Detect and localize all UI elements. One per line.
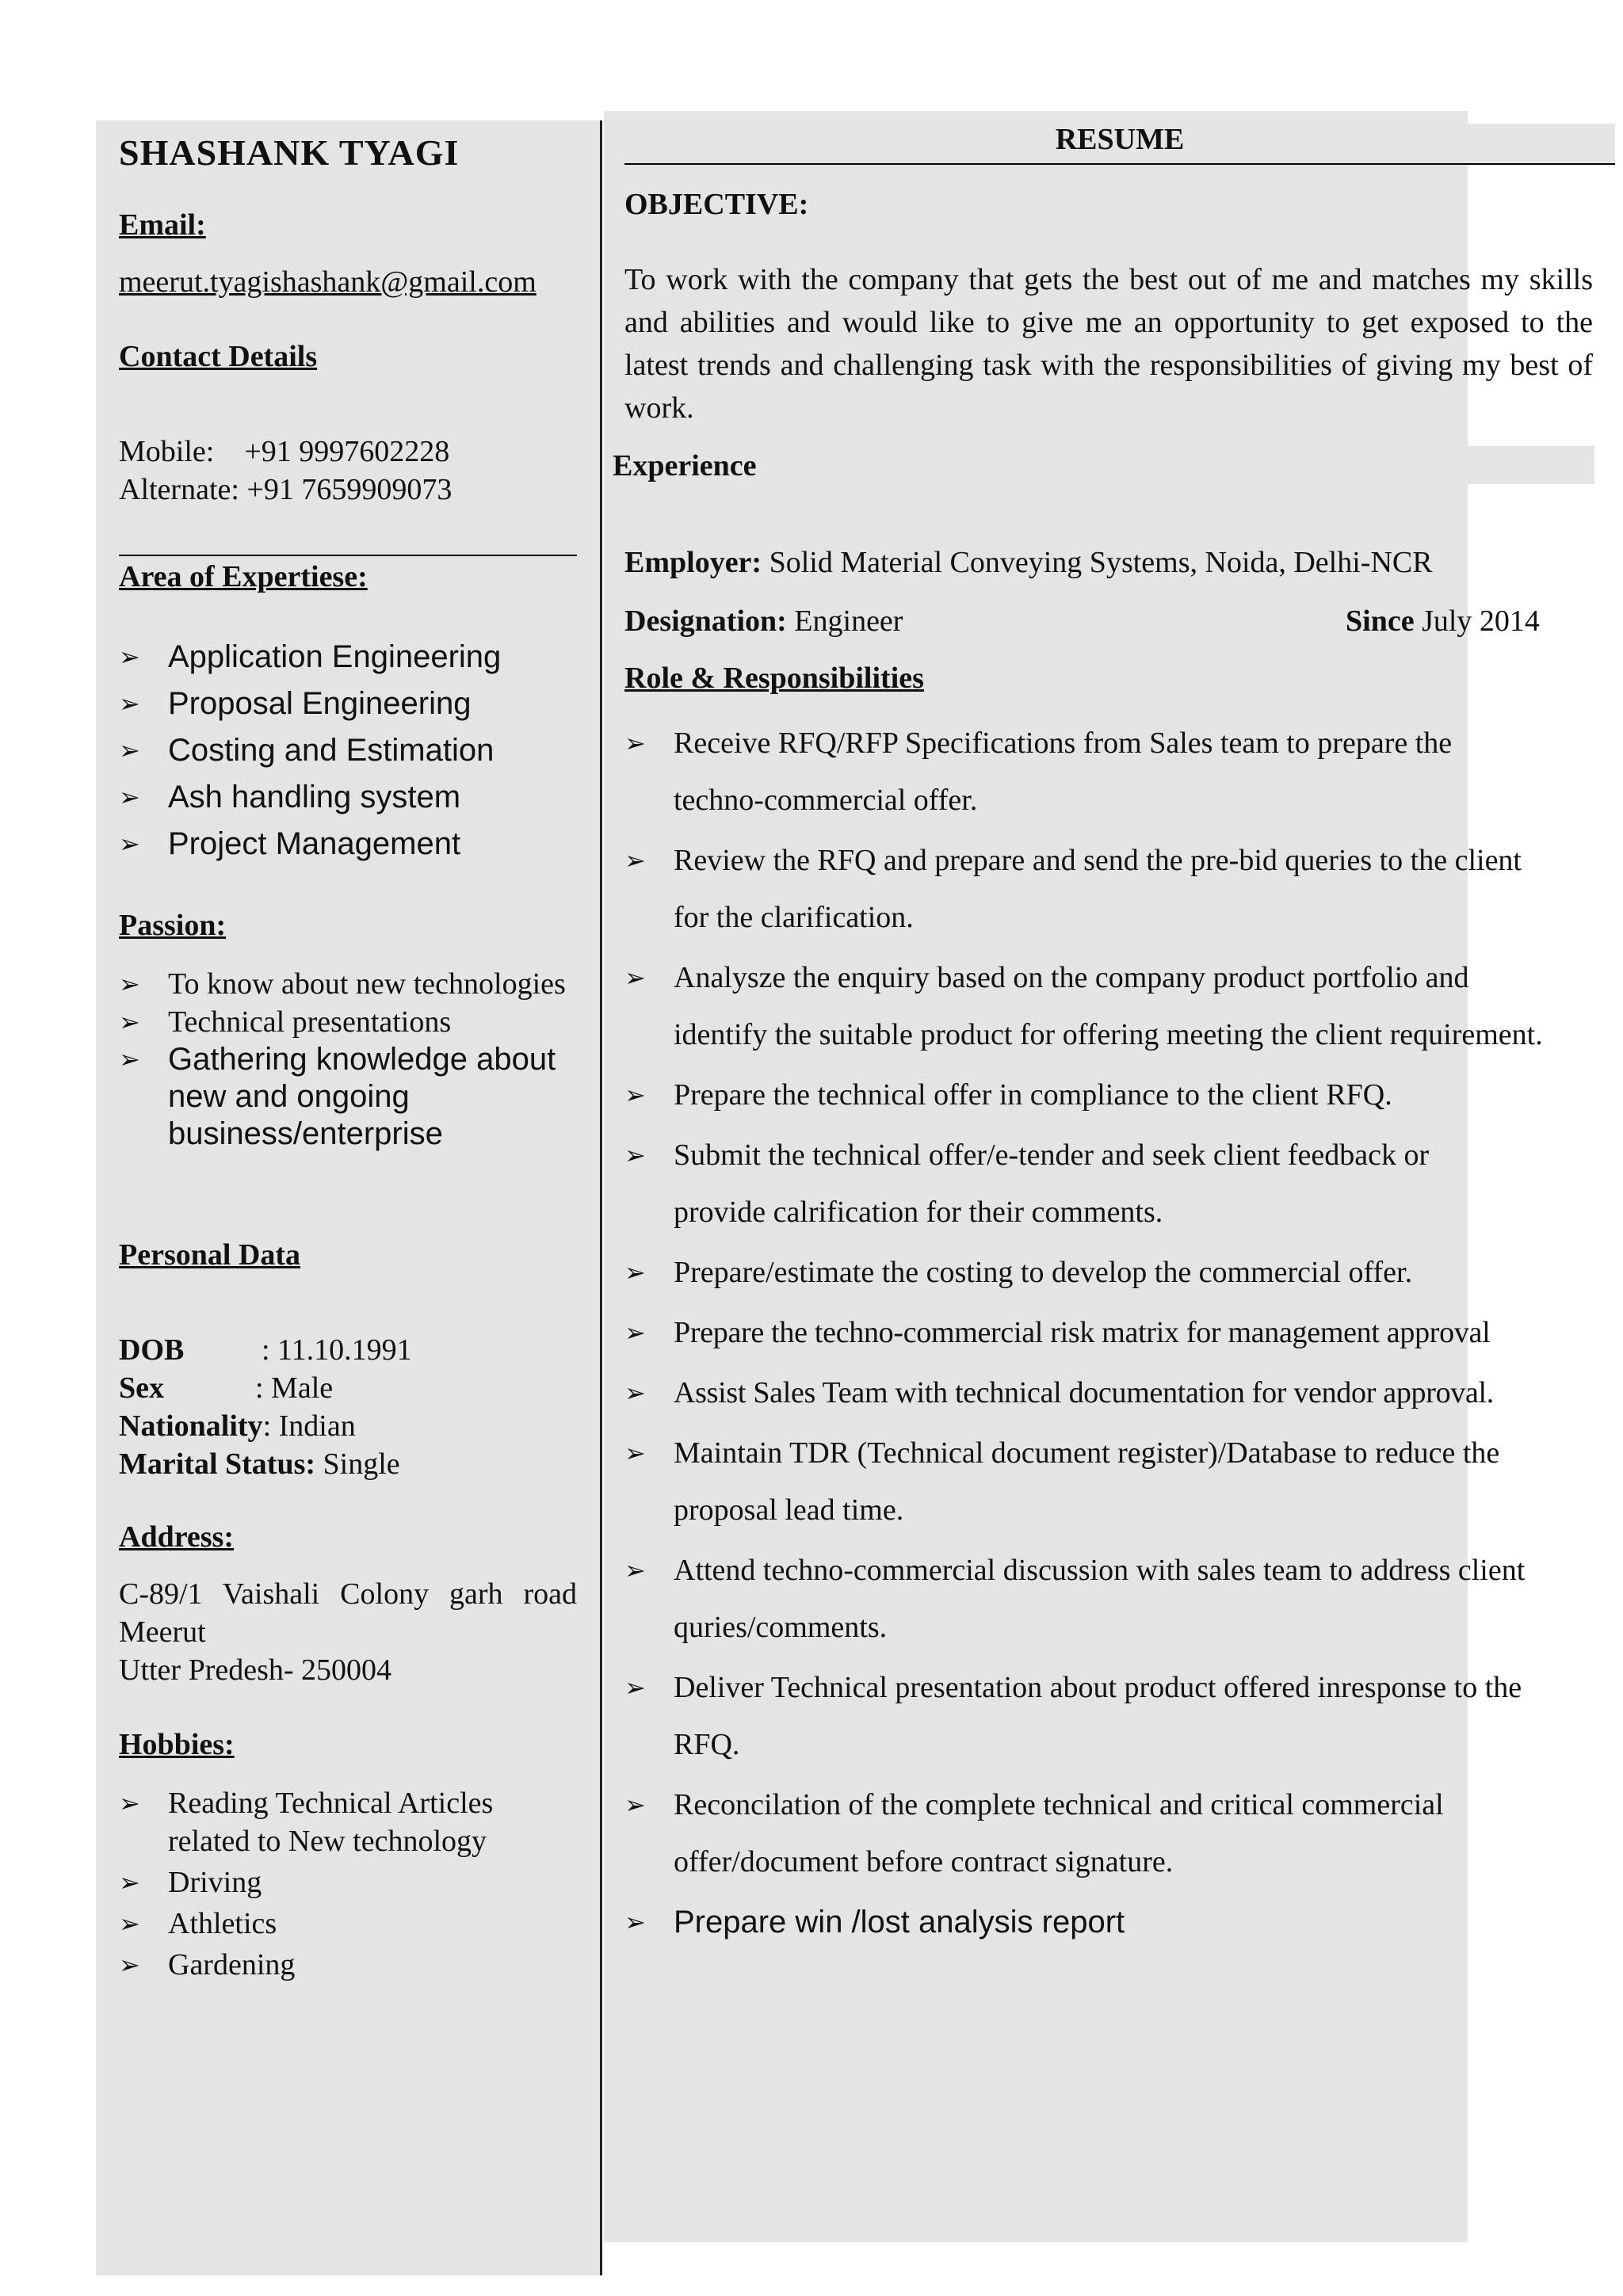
list-item: ➢ Ash handling system — [119, 774, 579, 821]
experience-heading: Experience — [613, 449, 757, 482]
employer-value: Solid Material Conveying Systems, Noida, Delhi-NCR — [762, 546, 1433, 579]
role-heading: Role & Responsibilities — [624, 662, 924, 695]
designation-label: Designation: — [624, 605, 787, 638]
hobbies-list — [119, 1784, 563, 1984]
list-item: ➢ Athletics — [119, 1905, 563, 1943]
address-heading: Address: — [119, 1520, 234, 1554]
list-item: ➢ Deliver Technical presentation about product offered inresponse to the RFQ. — [624, 1659, 1593, 1773]
list-item: ➢ Prepare/estimate the costing to develop the commercial offer. — [624, 1244, 1593, 1301]
column-divider — [600, 120, 602, 2275]
address-line: Meerut — [119, 1615, 206, 1649]
list-item: ➢ Assist Sales Team with technical documentation for vendor approval. — [624, 1364, 1593, 1421]
list-item: ➢ Submit the technical offer/e-tender and seek client feedback or provide calrification for their comments. — [624, 1127, 1593, 1241]
dob-label: DOB — [119, 1333, 185, 1367]
list-item: ➢ Maintain TDR (Technical document register)/Database to reduce the proposal lead time. — [624, 1425, 1593, 1539]
marital-label: Marital Status: — [119, 1447, 316, 1481]
personal-data — [119, 1331, 577, 1483]
resume-header-rule — [624, 163, 1615, 165]
address-line: Utter Predesh- 250004 — [119, 1653, 392, 1687]
personal-data-heading: Personal Data — [119, 1238, 301, 1272]
list-item: ➢ Prepare the technical offer in compliance to the client RFQ. — [624, 1066, 1593, 1123]
address-block — [119, 1575, 577, 1689]
passion-list — [119, 965, 577, 1153]
list-item: ➢ Prepare win /lost analysis report — [624, 1894, 1593, 1951]
passion-heading: Passion: — [119, 909, 227, 942]
list-item: ➢ Technical presentations — [119, 1003, 577, 1041]
nationality-value: : Indian — [262, 1409, 356, 1443]
sex-label: Sex — [119, 1371, 164, 1405]
responsibilities-list — [624, 715, 1593, 1954]
designation-value: Engineer — [786, 605, 903, 638]
since-line — [1346, 602, 1540, 640]
list-item: ➢ Costing and Estimation — [119, 727, 579, 774]
list-item: ➢ Analysze the enquiry based on the company product portfolio and identify the suitable product for offering meeting the client requirement. — [624, 949, 1593, 1063]
address-line: C-89/1 Vaishali Colony garh road — [119, 1577, 577, 1611]
since-label: Since — [1346, 605, 1415, 638]
list-item: ➢ Receive RFQ/RFP Specifications from Sales team to prepare the techno-commercial offer. — [624, 715, 1593, 829]
list-item: ➢ Prepare the techno-commercial risk matrix for management approval — [624, 1304, 1593, 1361]
alternate-number: Alternate: +91 7659909073 — [119, 473, 453, 506]
list-item: ➢ Gardening — [119, 1946, 563, 1984]
dob-value: : 11.10.1991 — [262, 1333, 412, 1367]
hobbies-heading: Hobbies: — [119, 1728, 235, 1761]
list-item: ➢ Application Engineering — [119, 634, 579, 681]
list-item: ➢ Project Management — [119, 821, 579, 868]
designation-line — [624, 602, 903, 640]
list-item: ➢ Reading Technical Articles related to New technology — [119, 1784, 563, 1860]
list-item: ➢ Reconcilation of the complete technical and critical commercial offer/document before contract signature. — [624, 1776, 1593, 1890]
marital-value: Single — [315, 1447, 400, 1481]
resume-title: RESUME — [1055, 123, 1185, 156]
since-value: July 2014 — [1414, 605, 1540, 638]
expertise-list — [119, 634, 579, 868]
list-item: ➢ Review the RFQ and prepare and send the pre-bid queries to the client for the clarification. — [624, 832, 1593, 946]
contact-divider-rule — [119, 555, 577, 556]
experience-band — [612, 446, 1594, 484]
list-item: ➢ Proposal Engineering — [119, 681, 579, 727]
employer-label: Employer: — [624, 546, 762, 579]
list-item: ➢ Gathering knowledge about new and ongoing business/enterprise — [119, 1041, 577, 1153]
list-item: ➢ To know about new technologies — [119, 965, 577, 1003]
objective-heading: OBJECTIVE: — [624, 188, 809, 221]
expertise-heading: Area of Expertiese: — [119, 560, 368, 593]
contact-heading: Contact Details — [119, 340, 318, 373]
email-link[interactable]: meerut.tyagishashank@gmail.com — [119, 265, 537, 299]
sex-value: : Male — [255, 1371, 334, 1405]
mobile-number: Mobile: +91 9997602228 — [119, 435, 450, 468]
nationality-label: Nationality — [119, 1409, 263, 1443]
email-heading: Email: — [119, 208, 206, 242]
employer-line — [624, 543, 1433, 582]
list-item: ➢ Driving — [119, 1863, 563, 1901]
objective-text: To work with the company that gets the best out of me and matches my skills and abilities and would like to give me an opportunity to get exposed to the latest trends and challenging task with the responsibilities of giving my best of work. — [624, 263, 1593, 425]
candidate-name: SHASHANK TYAGI — [119, 132, 460, 173]
list-item: ➢ Attend techno-commercial discussion with sales team to address client quries/comments. — [624, 1542, 1593, 1656]
